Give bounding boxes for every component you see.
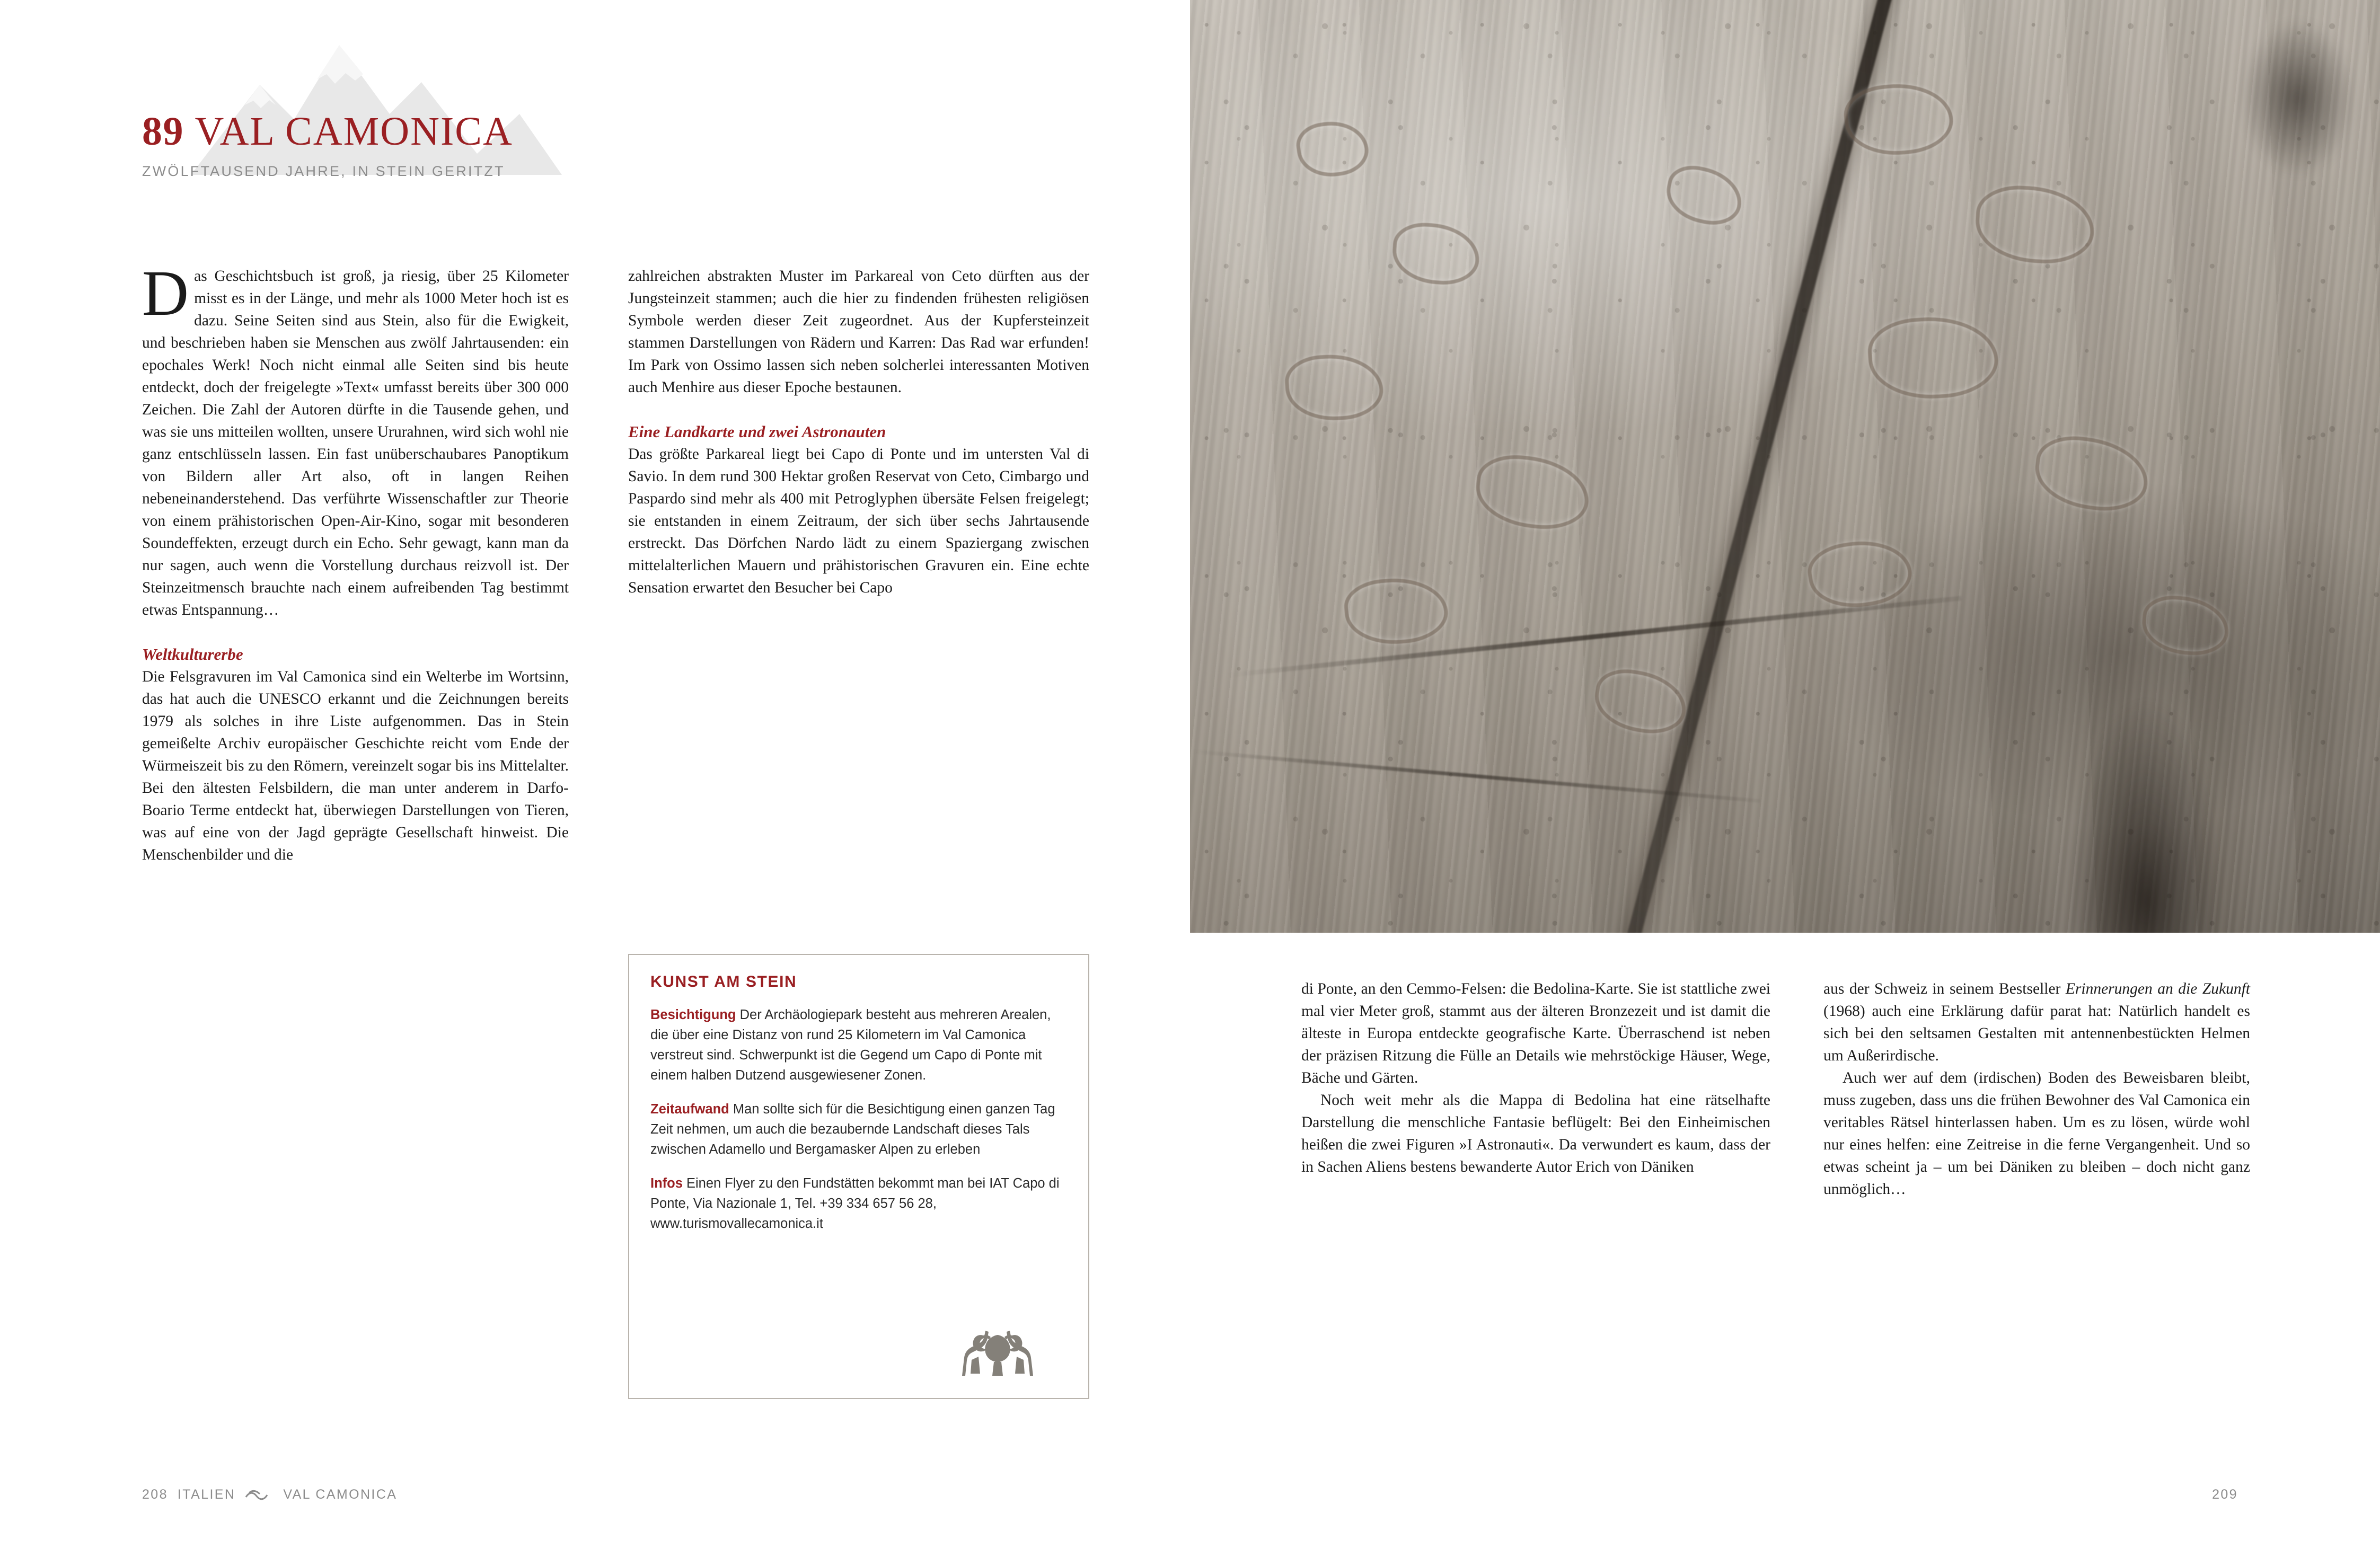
photo-shadow [2240, 19, 2356, 178]
paragraph-text: (1968) auch eine Erklärung dafür parat hat: Natürlich handelt es sich bei den seltsamen Gestalten mit antennenbestückten Helmen um Außerirdische. [1823, 1003, 2250, 1064]
info-item-label: Besichtigung [650, 1007, 736, 1022]
subheading-weltkulturerbe: Weltkulturerbe [142, 645, 243, 663]
book-title: Erinnerungen an die Zukunft [2065, 980, 2250, 997]
paragraph-text: as Geschichtsbuch ist groß, ja riesig, über 25 Kilometer misst es in der Länge, und mehr als 1000 Meter hoch ist es dazu. Seine Seiten sind aus Stein, also für die Ewigkeit, und beschrieben haben sie Menschen aus zwölf Jahrtausenden: ein epochales Werk! Noch nicht einmal alle Seiten sind bis heute entdeckt, doch der freigelegte »Text« umfasst bereits über 300 000 Zeichen. Die Zahl der Autoren dürfte in die Tausende gehen, und was sie uns mitteilen wollten, unsere Ururahnen, wird sich wohl nie ganz entschlüsseln lassen. Ein fast unüberschaubares Panoptikum von Bildern aller Art also, oft in langen Reihen nebeneinanderstehend. Das verführte Wissenschaftler zur Theorie von einem prähistorischen Open-Air-Kino, sogar mit besonderen Soundeffekten, erzeugt durch ein Echo. Sehr gewagt, kann man da nur sagen, auch wenn die Vorstellung durchaus reizvoll ist. Der Steinzeitmensch brauchte nach einem aufreibenden Tag bestimmt etwas Entspannung… [142, 268, 569, 618]
chapter-name: VAL CAMONICA [195, 109, 513, 154]
info-item-label: Infos [650, 1176, 683, 1191]
paragraph: di Ponte, an den Cemmo-Felsen: die Bedolina-Karte. Sie ist stattliche zwei mal vier Meter groß, stammt aus der älteren Bronzezeit und ist damit die älteste in Europa entdeckte geografische Karte. Überraschend ist neben der präzisen Ritzung die Fülle an Details wie mehrstöckige Häuser, Wege, Bäche und Gärten. [1301, 980, 1770, 1086]
body-column-4 [1823, 978, 2250, 1200]
breadcrumb-place: VAL CAMONICA [283, 1487, 398, 1502]
subheading-landkarte: Eine Landkarte und zwei Astronauten [628, 422, 886, 441]
body-column-1 [142, 258, 569, 866]
paragraph [142, 258, 569, 621]
info-item [650, 1173, 1067, 1234]
page-number-left: 208 [142, 1487, 168, 1502]
petroglyph-photo [1190, 0, 2380, 933]
info-item-text: Man sollte sich für die Besichtigung einen ganzen Tag Zeit nehmen, um auch die bezaubernde Landschaft dieses Tals zwischen Adamello und Bergamasker Alpen zu erleben [650, 1102, 1055, 1157]
rams-icon [931, 1316, 1064, 1385]
paragraph [1823, 978, 2250, 1067]
info-item [650, 1099, 1067, 1160]
chapter-number: 89 [142, 109, 184, 154]
page-number-right: 209 [2212, 1487, 2238, 1502]
paragraph: Auch wer auf dem (irdischen) Boden des Beweisbaren bleibt, muss zugeben, dass uns die frühen Bewohner des Val Camonica ein veritables Rätsel hinterlassen haben. Um es zu lösen, würde wohl nur eines helfen: eine Zeitreise in die ferne Vergangenheit. Und so etwas scheint ja – um bei Däniken zu bleiben – doch nicht ganz unmöglich… [1823, 1069, 2250, 1198]
info-item [650, 1005, 1067, 1085]
info-box-title: KUNST AM STEIN [650, 973, 797, 990]
info-item-label: Zeitaufwand [650, 1102, 729, 1117]
body-column-2 [628, 265, 1089, 599]
wave-icon [245, 1490, 274, 1500]
drop-cap: D [142, 258, 189, 329]
paragraph: Die Felsgravuren im Val Camonica sind ein Welterbe im Wortsinn, das hat auch die UNESCO erkannt und die Zeichnungen bereits 1979 als solches in ihre Liste aufgenommen. Das in Stein gemeißelte Archiv europäischer Geschichte reicht vom Ende der Würmeiszeit bis zu den Römern, vereinzelt sogar bis ins Mittelalter. Bei den ältesten Felsbildern, die man unter anderem in Darfo-Boario Terme entdeckt hat, überwiegen Darstellungen von Tieren, was auf eine von der Jagd geprägte Gesellschaft hinweist. Die Menschenbilder und die [142, 668, 569, 863]
body-column-3 [1301, 978, 1770, 1178]
info-item-text: Einen Flyer zu den Fundstätten bekommt man bei IAT Capo di Ponte, Via Nazionale 1, Tel. +39 334 657 56 28, www.turismovallecamonica.it [650, 1176, 1060, 1231]
breadcrumb-country: ITALIEN [177, 1487, 236, 1502]
photo-shadow [2066, 697, 2225, 933]
info-box [628, 954, 1089, 1399]
chapter-header [142, 111, 778, 180]
paragraph: zahlreichen abstrakten Muster im Parkareal von Ceto dürften aus der Jungsteinzeit stammen; auch die hier zu findenden frühesten religiösen Symbole werden dieser Zeit zugeordnet. Aus der Kupfersteinzeit stammen Darstellungen von Rädern und Karren: Das Rad war erfunden! Im Park von Ossimo lassen sich neben solcherlei interessanten Motiven auch Menhire aus dieser Epoche bestaunen. [628, 268, 1089, 396]
footer-left [142, 1487, 397, 1502]
paragraph: Noch weit mehr als die Mappa di Bedolina hat eine rätselhafte Darstellung die menschliche Fantasie beflügelt: Bei den Einheimischen heißen die zwei Figuren »I Astronauti«. Da verwundert es kaum, dass der in Sachen Aliens bestens bewanderte Autor Erich von Däniken [1301, 1092, 1770, 1175]
chapter-subtitle: ZWÖLFTAUSEND JAHRE, IN STEIN GERITZT [142, 163, 505, 179]
page-title [142, 111, 778, 152]
paragraph: Das größte Parkareal liegt bei Capo di Ponte und im untersten Val di Savio. In dem rund 300 Hektar großen Reservat von Ceto, Cimbargo und Paspardo sind mehr als 400 mit Petroglyphen übersäte Felsen freigelegt; sie entstanden in einem Zeitraum, der sich über sechs Jahrtausende erstreckt. Das Dörfchen Nardo lädt zu einem Spaziergang zwischen mittelalterlichen Mauern und prähistorischen Gravuren ein. Eine echte Sensation erwartet den Besucher bei Capo [628, 446, 1089, 596]
info-item-text: Der Archäologiepark besteht aus mehreren Arealen, die über eine Distanz von rund 25 Kilometern im Val Camonica verstreut sind. Schwerpunkt ist die Gegend um Capo di Ponte mit einem halben Dutzend ausgewiesener Zonen. [650, 1007, 1051, 1083]
paragraph-text: aus der Schweiz in seinem Bestseller [1823, 980, 2066, 997]
